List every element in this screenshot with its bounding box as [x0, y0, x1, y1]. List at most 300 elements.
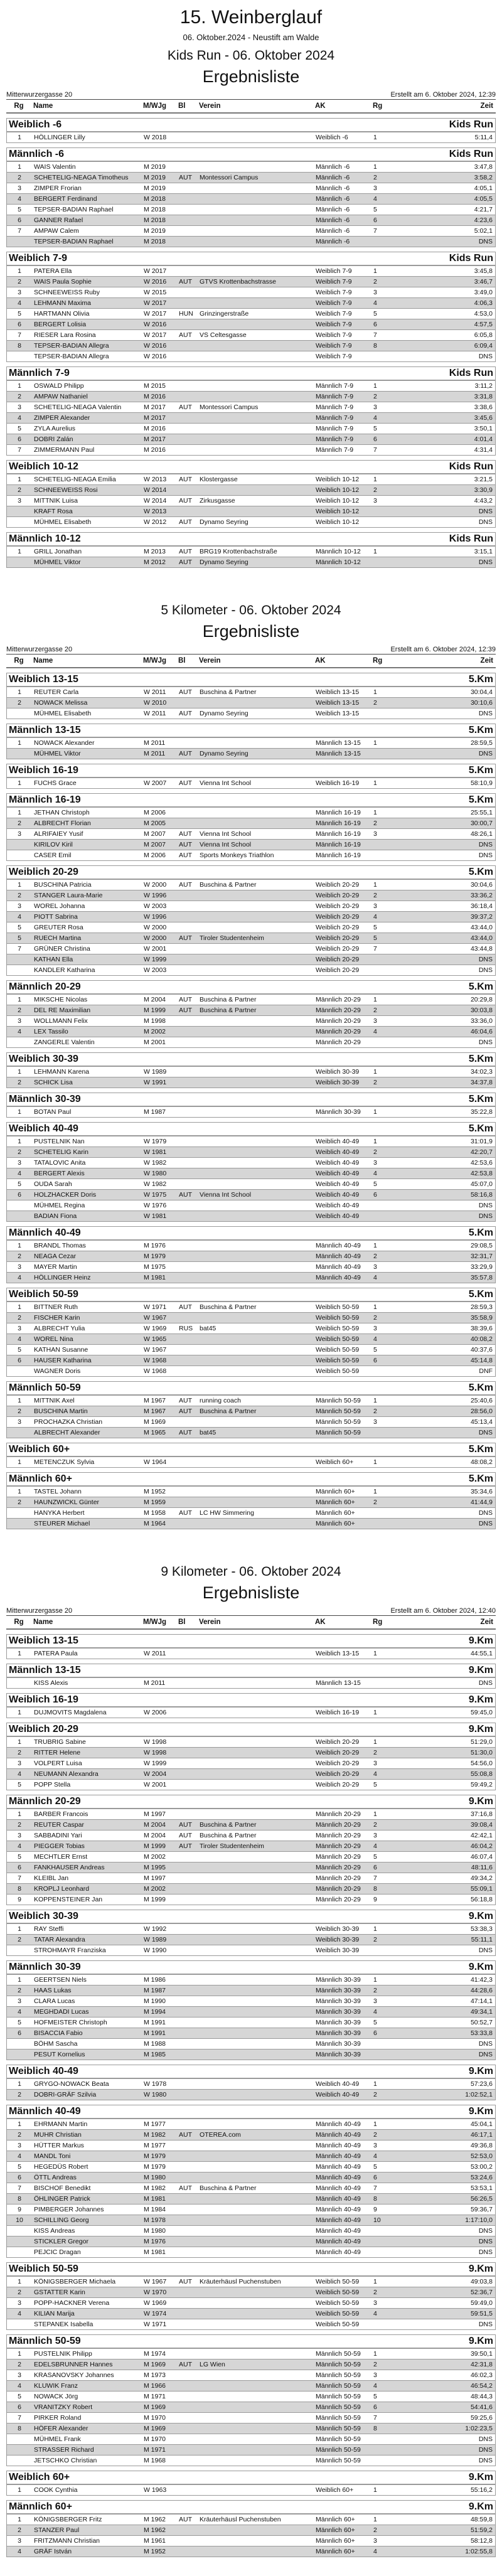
cell-birth-year: M 1969 — [144, 2403, 166, 2411]
cell-rank: 5 — [18, 934, 21, 942]
cell-time: 43:44,0 — [470, 934, 493, 942]
result-row[interactable] — [7, 2547, 495, 2557]
cell-name: STEPANEK Isabella — [34, 2321, 93, 2328]
cell-age-class-rank: 2 — [373, 892, 377, 899]
result-row[interactable] — [7, 901, 495, 912]
cell-name: KANDLER Katharina — [34, 966, 95, 974]
cell-birth-year: M 2007 — [144, 830, 166, 838]
cell-name: PIEGGER Tobias — [34, 1842, 85, 1850]
cell-name: TEPSER-BADIAN Raphael — [34, 238, 114, 245]
result-row[interactable] — [7, 2434, 495, 2445]
cell-birth-year: W 1996 — [144, 913, 167, 921]
result-row[interactable] — [7, 1027, 495, 1037]
result-row[interactable] — [7, 1323, 495, 1334]
cell-age-class: Weiblich 40-49 — [316, 2080, 360, 2088]
result-row[interactable] — [7, 381, 495, 392]
result-row[interactable] — [7, 2079, 495, 2090]
cell-club: LC HW Simmering — [200, 1509, 254, 1517]
cell-birth-year: M 1999 — [144, 1842, 166, 1850]
cell-name: NOWACK Alexander — [34, 739, 95, 747]
cell-name: KROPLJ Leonhard — [34, 1885, 90, 1893]
result-row[interactable] — [7, 1649, 495, 1659]
cell-rank: 8 — [18, 2195, 21, 2203]
cell-age-class-rank: 1 — [373, 1738, 377, 1746]
cell-rank: 5 — [18, 425, 21, 432]
result-row[interactable] — [7, 1678, 495, 1688]
result-row[interactable] — [7, 2298, 495, 2309]
cell-name: SCHICK Lisa — [34, 1079, 73, 1086]
result-row[interactable] — [7, 547, 495, 557]
result-row[interactable] — [7, 1873, 495, 1884]
result-row[interactable] — [7, 2485, 495, 2495]
cell-birth-year: M 1999 — [144, 1007, 166, 1014]
result-row[interactable] — [7, 194, 495, 205]
result-row[interactable] — [7, 944, 495, 954]
cell-time: DNS — [478, 353, 493, 360]
result-row[interactable] — [7, 1366, 495, 1376]
meta-line — [6, 645, 496, 654]
result-row[interactable] — [7, 1168, 495, 1179]
result-row[interactable] — [7, 434, 495, 445]
result-row[interactable] — [7, 698, 495, 708]
result-row[interactable] — [7, 2525, 495, 2536]
cell-name: KIRILOV Kiril — [34, 841, 73, 848]
result-row[interactable] — [7, 1313, 495, 1323]
cell-country: AUT — [179, 996, 192, 1003]
result-row[interactable] — [7, 880, 495, 890]
cell-rank: 6 — [18, 321, 21, 328]
cell-time: 47:14,1 — [470, 1997, 493, 2005]
cell-age-class-rank: 3 — [373, 902, 377, 910]
result-row[interactable] — [7, 1190, 495, 1200]
result-row[interactable] — [7, 1996, 495, 2007]
result-row[interactable] — [7, 1497, 495, 1508]
cell-time: 30:04,6 — [470, 881, 493, 889]
result-row[interactable] — [7, 1487, 495, 1497]
result-row[interactable] — [7, 2402, 495, 2413]
result-row[interactable] — [7, 226, 495, 237]
result-row[interactable] — [7, 1107, 495, 1117]
result-row[interactable] — [7, 1147, 495, 1158]
result-row[interactable] — [7, 2039, 495, 2050]
result-row[interactable] — [7, 424, 495, 434]
cell-age-class: Männlich 40-49 — [316, 1242, 361, 1249]
result-row[interactable] — [7, 2309, 495, 2319]
meta-line — [6, 90, 496, 99]
result-row[interactable] — [7, 1345, 495, 1355]
distance-label: 9.Km — [468, 1665, 493, 1675]
cell-age-class-rank: 4 — [373, 1274, 377, 1281]
result-row[interactable] — [7, 2226, 495, 2237]
cell-club: Dynamo Seyring — [200, 710, 248, 717]
cell-name: EDELSBRUNNER Hannes — [34, 2361, 113, 2368]
result-row[interactable] — [7, 2456, 495, 2466]
cell-name: TEPSER-BADIAN Raphael — [34, 206, 114, 213]
cell-age-class-rank: 4 — [373, 299, 377, 307]
cell-birth-year: M 2018 — [144, 216, 166, 224]
cell-age-class: Weiblich 40-49 — [316, 2091, 360, 2098]
cell-time: 52:36,7 — [470, 2289, 493, 2296]
cell-name: MEGHDADI Lucas — [34, 2008, 89, 2016]
cell-time: 59:49,0 — [470, 2299, 493, 2307]
result-row[interactable] — [7, 1935, 495, 1945]
cell-birth-year: M 1976 — [144, 2238, 166, 2245]
result-row[interactable] — [7, 1037, 495, 1047]
cell-time: 3:46,7 — [474, 278, 493, 286]
result-row[interactable] — [7, 1016, 495, 1027]
cell-age-class: Männlich 16-19 — [316, 852, 361, 859]
cell-birth-year: M 1952 — [144, 2548, 166, 2555]
result-row[interactable] — [7, 1863, 495, 1873]
cell-birth-year: W 1971 — [144, 2321, 167, 2328]
result-row[interactable] — [7, 738, 495, 749]
result-row[interactable] — [7, 1820, 495, 1830]
result-row[interactable] — [7, 1251, 495, 1262]
cell-age-class-rank: 3 — [373, 404, 377, 411]
result-row[interactable] — [7, 840, 495, 850]
cell-age-class: Männlich 40-49 — [316, 1253, 361, 1260]
result-row[interactable] — [7, 1200, 495, 1211]
result-row[interactable] — [7, 183, 495, 194]
result-row[interactable] — [7, 1406, 495, 1417]
cell-rank: 4 — [18, 1170, 21, 1177]
cell-birth-year: W 2017 — [144, 267, 167, 275]
result-row[interactable] — [7, 330, 495, 341]
cell-name: COOK Cynthia — [34, 2486, 78, 2494]
cell-birth-year: M 1961 — [144, 2537, 166, 2545]
cell-age-class: Männlich 20-29 — [316, 1028, 361, 1035]
cell-rank: 4 — [18, 1842, 21, 1850]
result-row[interactable] — [7, 319, 495, 330]
cell-age-class-rank: 1 — [373, 1650, 377, 1657]
cell-name: KATHAN Ella — [34, 956, 73, 963]
cell-birth-year: M 1969 — [144, 1418, 166, 1426]
cell-time: 49:34,2 — [470, 1874, 493, 1882]
result-row[interactable] — [7, 1396, 495, 1406]
result-row[interactable] — [7, 2205, 495, 2215]
cell-club: Vienna Int School — [200, 1191, 252, 1199]
result-row[interactable] — [7, 1748, 495, 1758]
result-row[interactable] — [7, 1355, 495, 1366]
cell-name: MÜHMEL Elisabeth — [34, 518, 92, 526]
age-group — [6, 2065, 496, 2100]
cell-time: 48:08,2 — [470, 1458, 493, 1466]
result-row[interactable] — [7, 2162, 495, 2172]
result-row[interactable] — [7, 2392, 495, 2402]
cell-birth-year: M 1990 — [144, 1997, 166, 2005]
cell-rank: 7 — [18, 227, 21, 235]
result-row[interactable] — [7, 965, 495, 975]
result-row[interactable] — [7, 1179, 495, 1190]
cell-birth-year: M 1985 — [144, 2051, 166, 2058]
result-row[interactable] — [7, 341, 495, 351]
result-row[interactable] — [7, 1852, 495, 1863]
cell-name: POPP Stella — [34, 1781, 71, 1788]
col-header-birth-year: M/WJg — [143, 657, 167, 665]
distance-label: Kids Run — [449, 119, 493, 130]
cell-country: AUT — [179, 497, 192, 505]
result-row[interactable] — [7, 132, 495, 142]
cell-rank: 4 — [18, 1770, 21, 1778]
result-row[interactable] — [7, 2370, 495, 2381]
cell-name: LEHMANN Karena — [34, 1068, 90, 1076]
result-row[interactable] — [7, 2237, 495, 2247]
age-group-name: Männlich 60+ — [9, 1473, 72, 1484]
cell-time: 3:21,5 — [474, 476, 493, 483]
cell-birth-year: W 1982 — [144, 1180, 167, 1188]
result-row[interactable] — [7, 1428, 495, 1438]
cell-age-class: Männlich -6 — [316, 184, 350, 192]
result-row[interactable] — [7, 1780, 495, 1790]
age-group-name: Männlich 13-15 — [9, 725, 81, 735]
cell-age-class: Männlich 7-9 — [316, 446, 354, 454]
cell-rank: 2 — [18, 174, 21, 181]
result-row[interactable] — [7, 1334, 495, 1345]
cell-age-class-rank: 3 — [373, 1832, 377, 1839]
col-header-birth-year: M/WJg — [143, 1618, 167, 1626]
result-row[interactable] — [7, 2424, 495, 2434]
result-row[interactable] — [7, 1211, 495, 1221]
result-row[interactable] — [7, 237, 495, 247]
result-row[interactable] — [7, 922, 495, 933]
result-row[interactable] — [7, 2018, 495, 2028]
cell-age-class-rank: 2 — [373, 2131, 377, 2139]
result-row[interactable] — [7, 2090, 495, 2100]
result-row[interactable] — [7, 1830, 495, 1841]
result-row[interactable] — [7, 1417, 495, 1428]
cell-age-class: Weiblich 10-12 — [316, 497, 360, 505]
result-row[interactable] — [7, 1273, 495, 1283]
cell-rank: 2 — [18, 1079, 21, 1086]
result-row[interactable] — [7, 496, 495, 506]
result-row[interactable] — [7, 474, 495, 485]
result-row[interactable] — [7, 850, 495, 860]
result-row[interactable] — [7, 749, 495, 759]
cell-club: Montessori Campus — [200, 174, 259, 181]
cell-birth-year: M 1988 — [144, 2040, 166, 2048]
cell-time: 35:58,9 — [470, 1314, 493, 1322]
result-row[interactable] — [7, 287, 495, 298]
result-row[interactable] — [7, 1136, 495, 1147]
result-row[interactable] — [7, 413, 495, 424]
result-row[interactable] — [7, 173, 495, 183]
cell-rank: 1 — [18, 1242, 21, 1249]
result-row[interactable] — [7, 1884, 495, 1895]
result-row[interactable] — [7, 2277, 495, 2287]
cell-age-class-rank: 3 — [373, 184, 377, 192]
result-row[interactable] — [7, 517, 495, 527]
result-row[interactable] — [7, 1457, 495, 1467]
cell-birth-year: W 2004 — [144, 1770, 167, 1778]
result-row[interactable] — [7, 351, 495, 361]
distance-label: 5.Km — [468, 674, 493, 685]
age-group-header — [7, 533, 495, 547]
age-group-name: Männlich 16-19 — [9, 794, 81, 805]
cell-rank: 1 — [18, 1397, 21, 1404]
result-row[interactable] — [7, 2515, 495, 2525]
result-row[interactable] — [7, 829, 495, 840]
distance-label: 9.Km — [468, 2472, 493, 2482]
cell-name: ALBRECHT Alexander — [34, 1429, 100, 1436]
result-row[interactable] — [7, 1708, 495, 1718]
result-row[interactable] — [7, 309, 495, 319]
result-row[interactable] — [7, 2194, 495, 2205]
result-row[interactable] — [7, 2151, 495, 2162]
result-row[interactable] — [7, 933, 495, 944]
result-row[interactable] — [7, 266, 495, 277]
result-row[interactable] — [7, 1067, 495, 1077]
event-header — [0, 0, 502, 44]
result-row[interactable] — [7, 912, 495, 922]
age-group-header — [7, 148, 495, 162]
cell-birth-year: W 1996 — [144, 892, 167, 899]
result-row[interactable] — [7, 2183, 495, 2194]
cell-name: MÜHMEL Elisabeth — [34, 710, 92, 717]
cell-birth-year: W 1978 — [144, 2080, 167, 2088]
result-row[interactable] — [7, 1924, 495, 1935]
result-row[interactable] — [7, 2287, 495, 2298]
cell-age-class-rank: 2 — [373, 1936, 377, 1943]
result-row[interactable] — [7, 2349, 495, 2360]
result-row[interactable] — [7, 1302, 495, 1313]
result-row[interactable] — [7, 277, 495, 287]
result-row[interactable] — [7, 1975, 495, 1985]
result-row[interactable] — [7, 1737, 495, 1748]
result-row[interactable] — [7, 402, 495, 413]
cell-rank: 2 — [18, 1007, 21, 1014]
cell-time: DNS — [478, 852, 493, 859]
cell-time: 59:36,7 — [470, 2206, 493, 2213]
result-row[interactable] — [7, 2247, 495, 2257]
cell-rank: 3 — [18, 184, 21, 192]
result-row[interactable] — [7, 1262, 495, 1273]
cell-club: LG Wien — [200, 2361, 225, 2368]
cell-birth-year: M 2016 — [144, 393, 166, 400]
cell-country: AUT — [179, 278, 192, 286]
result-row[interactable] — [7, 2215, 495, 2226]
cell-rank: 1 — [18, 2486, 21, 2494]
result-row[interactable] — [7, 1809, 495, 1820]
result-row[interactable] — [7, 2360, 495, 2370]
cell-time: 55:16,2 — [470, 2486, 493, 2494]
result-row[interactable] — [7, 1508, 495, 1519]
cell-age-class: Männlich 40-49 — [316, 2238, 361, 2245]
cell-name: LEX Tassilo — [34, 1028, 68, 1035]
cell-age-class-rank: 1 — [373, 2486, 377, 2494]
cell-age-class: Weiblich 50-59 — [316, 2278, 360, 2285]
cell-name: FUCHS Grace — [34, 779, 77, 787]
cell-birth-year: M 1969 — [144, 2425, 166, 2432]
cell-age-class-rank: 8 — [373, 1885, 377, 1893]
result-row[interactable] — [7, 392, 495, 402]
cell-rank: 5 — [18, 924, 21, 931]
result-row[interactable] — [7, 2050, 495, 2060]
cell-birth-year: W 2001 — [144, 945, 167, 953]
cell-time: 55:08,8 — [470, 1770, 493, 1778]
result-row[interactable] — [7, 557, 495, 567]
result-row[interactable] — [7, 2140, 495, 2151]
age-group — [6, 1226, 496, 1283]
result-row[interactable] — [7, 1758, 495, 1769]
result-row[interactable] — [7, 445, 495, 455]
result-row[interactable] — [7, 954, 495, 965]
age-group-name: Weiblich 16-19 — [9, 1694, 78, 1705]
cell-time: 4:57,5 — [474, 321, 493, 328]
result-row[interactable] — [7, 1769, 495, 1780]
result-row[interactable] — [7, 2536, 495, 2547]
cell-name: TATAR Alexandra — [34, 1936, 85, 1943]
result-row[interactable] — [7, 506, 495, 517]
cell-name: HÖLLINGER Heinz — [34, 1274, 91, 1281]
cell-birth-year: M 1952 — [144, 1488, 166, 1495]
cell-rank: 3 — [18, 2537, 21, 2545]
result-row[interactable] — [7, 818, 495, 829]
result-row[interactable] — [7, 485, 495, 496]
cell-birth-year: M 2005 — [144, 820, 166, 827]
cell-birth-year: W 1998 — [144, 1738, 167, 1746]
cell-club: VS Celtesgasse — [200, 331, 247, 339]
result-row[interactable] — [7, 995, 495, 1005]
col-header-country: Bl — [178, 102, 186, 110]
result-row[interactable] — [7, 298, 495, 309]
cell-age-class: Weiblich 7-9 — [316, 267, 352, 275]
result-row[interactable] — [7, 1841, 495, 1852]
result-row[interactable] — [7, 2028, 495, 2039]
age-group-header — [7, 866, 495, 880]
result-row[interactable] — [7, 2007, 495, 2018]
cell-birth-year: M 1969 — [144, 2361, 166, 2368]
result-row[interactable] — [7, 2172, 495, 2183]
result-row[interactable] — [7, 2119, 495, 2130]
cell-rank: 2 — [18, 2131, 21, 2139]
cell-time: DNS — [478, 1429, 493, 1436]
result-row[interactable] — [7, 1005, 495, 1016]
result-row[interactable] — [7, 205, 495, 215]
result-row[interactable] — [7, 687, 495, 698]
result-row[interactable] — [7, 1985, 495, 1996]
result-row[interactable] — [7, 1945, 495, 1955]
cell-birth-year: M 1958 — [144, 1509, 166, 1517]
result-row[interactable] — [7, 2445, 495, 2456]
cell-age-class-rank: 5 — [373, 310, 377, 318]
cell-rank: 4 — [18, 2310, 21, 2317]
cell-age-class-rank: 1 — [373, 163, 377, 171]
result-row[interactable] — [7, 2381, 495, 2392]
result-row[interactable] — [7, 2413, 495, 2424]
cell-time: 43:44,8 — [470, 945, 493, 953]
result-row[interactable] — [7, 708, 495, 719]
organizer-address: Mitterwurzergasse 20 — [6, 646, 73, 653]
result-row[interactable] — [7, 890, 495, 901]
cell-age-class-rank: 1 — [373, 2350, 377, 2358]
result-row[interactable] — [7, 2130, 495, 2140]
result-row[interactable] — [7, 778, 495, 788]
col-header-time: Zeit — [480, 102, 493, 110]
result-row[interactable] — [7, 215, 495, 226]
cell-name: HANYKA Herbert — [34, 1509, 85, 1517]
result-row[interactable] — [7, 1077, 495, 1088]
result-row[interactable] — [7, 1519, 495, 1529]
result-row[interactable] — [7, 1895, 495, 1905]
result-row[interactable] — [7, 808, 495, 818]
result-row[interactable] — [7, 1241, 495, 1251]
result-row[interactable] — [7, 1158, 495, 1168]
result-row[interactable] — [7, 2319, 495, 2329]
result-row[interactable] — [7, 162, 495, 173]
cell-age-class: Männlich 30-39 — [316, 1976, 361, 1984]
cell-rank: 6 — [18, 216, 21, 224]
cell-rank: 7 — [18, 331, 21, 339]
